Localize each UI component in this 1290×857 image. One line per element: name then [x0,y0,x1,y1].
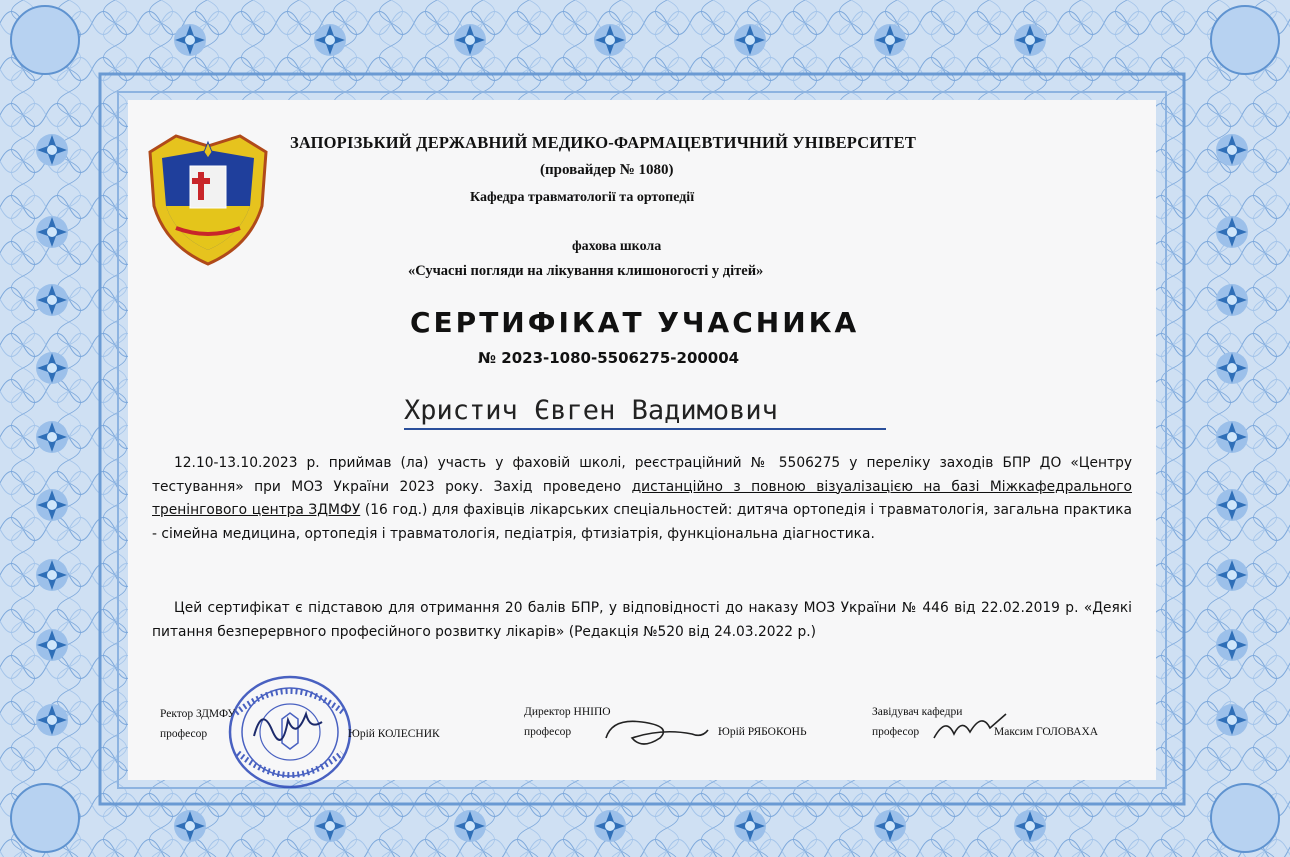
rector-name: Юрій КОЛЕСНИК [348,728,440,740]
certificate-title: СЕРТИФІКАТ УЧАСНИКА [410,306,860,339]
department-name: Кафедра травматології та ортопедії [470,190,695,205]
university-crest-icon [146,128,270,266]
rector-rank: професор [160,728,208,740]
director-title: Директор ННІПО [524,706,611,718]
credits-text: Цей сертифікат є підставою для отримання 20 балів БПР, у відповідності до наказу МОЗ України № 446 від 22.02.2019 р. «Деякі питання безперервного професійного розвитку лікарів» (Редакція №520 від 24.03.2022 р.) [152,600,1132,640]
university-name: ЗАПОРІЗЬКИЙ ДЕРЖАВНИЙ МЕДИКО-ФАРМАЦЕВТИЧНИЙ УНІВЕРСИТЕТ [290,133,917,152]
participation-text-start: 12.10-13.10.2023 р. приймав (ла) участь у фаховій школі, реєстраційний № 5506275 у переліку заходів БПР ДО «Центру тестування» при МОЗ України 2023 року. Захід проведено [152,455,1132,495]
head-title: Завідувач кафедри [872,706,963,718]
director-name: Юрій РЯБОКОНЬ [718,726,807,738]
director-rank: професор [524,726,572,738]
participation-text-end: (16 год.) для фахівців лікарських спеціальностей: дитяча ортопедія і травматологія, загальна практика - сімейна медицина, ортопедія і травматологія, педіатрія, фтизіатрія, функціональна діагностика. [152,502,1132,542]
rector-title: Ректор ЗДМФУ [160,708,236,720]
participation-text-underlined: дистанційно з повною візуалізацією на базі Міжкафедрального тренінгового центра ЗДМФУ [152,478,1132,518]
head-rank: професор [872,726,920,738]
signature-rector-icon [248,700,328,750]
school-label: фахова школа [572,239,662,254]
school-title: «Сучасні погляди на лікування клишоногості у дітей» [408,263,764,279]
head-name: Максим ГОЛОВАХА [994,726,1099,738]
recipient-name: Христич Євген Вадимович [404,395,778,426]
recipient-underline [404,428,886,430]
participation-paragraph [152,452,1132,546]
provider-number: (провайдер № 1080) [540,162,674,178]
signature-director-icon [602,708,712,752]
certificate-number: № 2023-1080-5506275-200004 [478,349,740,367]
credits-paragraph [152,597,1132,644]
